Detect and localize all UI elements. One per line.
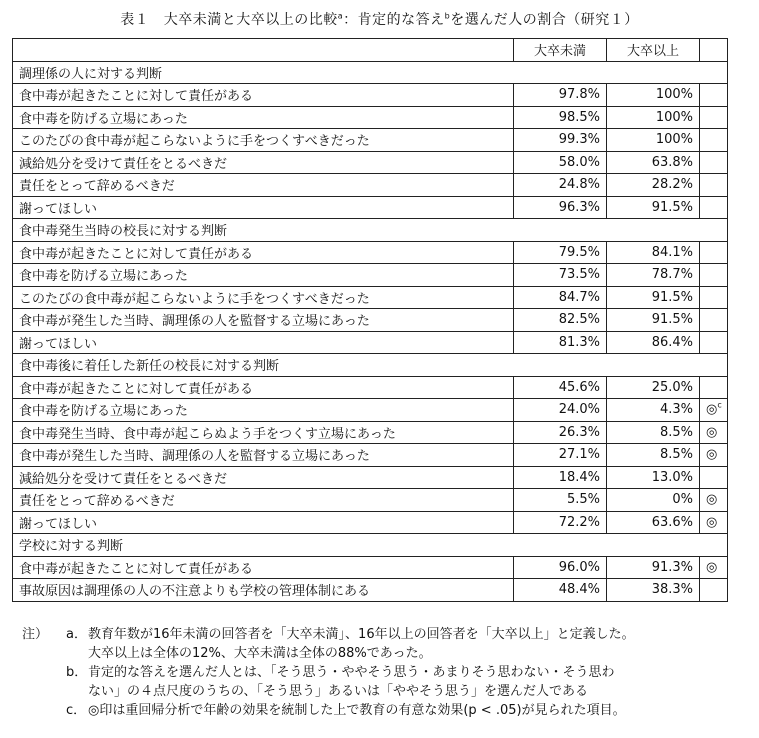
significance-cell <box>700 399 728 422</box>
value-below-college: 26.3% <box>514 421 607 444</box>
footnote-item <box>22 625 752 644</box>
value-college-or-above: 25.0% <box>607 376 700 399</box>
footnote-text: ◎印は重回帰分析で年齢の効果を統制した上で教育の有意な効果(p < .05)が見られた項目。 <box>88 703 626 718</box>
table-row <box>13 511 728 534</box>
table-row <box>13 444 728 467</box>
value-college-or-above: 13.0% <box>607 466 700 489</box>
footnote-item <box>22 701 752 720</box>
significance-mark: ◎ <box>706 447 718 463</box>
footnote-continuation: ない」の４点尺度のうちの、「そう思う」あるいは「ややそう思う」を選んだ人である <box>88 684 588 699</box>
significance-cell <box>700 421 728 444</box>
row-label: 食中毒を防げる立場にあった <box>13 106 514 129</box>
significance-mark-sup: c <box>717 400 722 410</box>
row-label: 減給処分を受けて責任をとるべきだ <box>13 466 514 489</box>
value-college-or-above: 91.5% <box>607 286 700 309</box>
value-below-college: 84.7% <box>514 286 607 309</box>
row-label: 謝ってほしい <box>13 196 514 219</box>
title-sup-a: a <box>337 11 344 21</box>
value-below-college: 45.6% <box>514 376 607 399</box>
value-college-or-above: 100% <box>607 106 700 129</box>
row-label: 謝ってほしい <box>13 331 514 354</box>
table-row <box>13 241 728 264</box>
significance-cell <box>700 151 728 174</box>
significance-mark: ◎ <box>706 402 718 418</box>
value-college-or-above: 78.7% <box>607 264 700 287</box>
value-below-college: 27.1% <box>514 444 607 467</box>
section-title: 調理係の人に対する判断 <box>13 61 728 84</box>
significance-cell <box>700 264 728 287</box>
value-college-or-above: 100% <box>607 129 700 152</box>
value-college-or-above: 38.3% <box>607 579 700 602</box>
significance-cell <box>700 309 728 332</box>
value-below-college: 24.8% <box>514 174 607 197</box>
section-row <box>13 61 728 84</box>
column-header: 大卒以上 <box>607 39 700 62</box>
value-college-or-above: 91.5% <box>607 309 700 332</box>
header-mark-blank <box>700 39 728 62</box>
value-below-college: 24.0% <box>514 399 607 422</box>
significance-cell <box>700 241 728 264</box>
value-below-college: 73.5% <box>514 264 607 287</box>
value-below-college: 79.5% <box>514 241 607 264</box>
table-row <box>13 286 728 309</box>
significance-cell <box>700 579 728 602</box>
section-row <box>13 219 728 242</box>
row-label: このたびの食中毒が起こらないように手をつくすべきだった <box>13 286 514 309</box>
significance-cell <box>700 286 728 309</box>
section-title: 食中毒後に着任した新任の校長に対する判断 <box>13 354 728 377</box>
row-label: 食中毒が起きたことに対して責任がある <box>13 84 514 107</box>
significance-mark: ◎ <box>706 559 718 575</box>
value-college-or-above: 8.5% <box>607 444 700 467</box>
row-label: 謝ってほしい <box>13 511 514 534</box>
section-title: 学校に対する判断 <box>13 534 728 557</box>
significance-cell <box>700 129 728 152</box>
header-blank <box>13 39 514 62</box>
table-row <box>13 264 728 287</box>
significance-mark: ◎ <box>706 514 718 530</box>
table-row <box>13 309 728 332</box>
significance-cell <box>700 556 728 579</box>
value-college-or-above: 8.5% <box>607 421 700 444</box>
significance-cell <box>700 106 728 129</box>
title-mid: ：肯定的な答え <box>343 12 445 28</box>
table-row <box>13 466 728 489</box>
value-college-or-above: 4.3% <box>607 399 700 422</box>
footnotes <box>22 625 752 720</box>
value-college-or-above: 0% <box>607 489 700 512</box>
footnote-key: b． <box>66 665 88 680</box>
footnote-text: 教育年数が16年未満の回答者を「大卒未満」、16年以上の回答者を「大卒以上」と定義した。 <box>88 627 635 642</box>
section-row <box>13 534 728 557</box>
value-below-college: 82.5% <box>514 309 607 332</box>
value-below-college: 58.0% <box>514 151 607 174</box>
title-sup-b: b <box>444 11 451 21</box>
row-label: 食中毒が発生した当時、調理係の人を監督する立場にあった <box>13 444 514 467</box>
value-below-college: 72.2% <box>514 511 607 534</box>
header-row <box>13 39 728 62</box>
significance-mark: ◎ <box>706 424 718 440</box>
value-below-college: 81.3% <box>514 331 607 354</box>
significance-cell <box>700 511 728 534</box>
value-below-college: 97.8% <box>514 84 607 107</box>
row-label: このたびの食中毒が起こらないように手をつくすべきだった <box>13 129 514 152</box>
footnote-key: a． <box>66 627 87 642</box>
footnote-lead: 注） <box>22 627 49 642</box>
footnote-text: 肯定的な答えを選んだ人とは、「そう思う・ややそう思う・あまりそう思わない・そう思わ <box>88 665 615 680</box>
value-below-college: 5.5% <box>514 489 607 512</box>
significance-cell <box>700 84 728 107</box>
table-row <box>13 151 728 174</box>
significance-cell <box>700 331 728 354</box>
table-row <box>13 376 728 399</box>
table-row <box>13 421 728 444</box>
section-title: 食中毒発生当時の校長に対する判断 <box>13 219 728 242</box>
significance-cell <box>700 489 728 512</box>
value-college-or-above: 28.2% <box>607 174 700 197</box>
row-label: 食中毒を防げる立場にあった <box>13 264 514 287</box>
value-below-college: 99.3% <box>514 129 607 152</box>
table-row <box>13 399 728 422</box>
row-label: 食中毒が起きたことに対して責任がある <box>13 241 514 264</box>
value-below-college: 48.4% <box>514 579 607 602</box>
row-label: 責任をとって辞めるべきだ <box>13 489 514 512</box>
value-below-college: 98.5% <box>514 106 607 129</box>
row-label: 食中毒が起きたことに対して責任がある <box>13 556 514 579</box>
value-college-or-above: 100% <box>607 84 700 107</box>
row-label: 食中毒が起きたことに対して責任がある <box>13 376 514 399</box>
footnote-continuation: 大卒以上は全体の12%、大卒未満は全体の88%であった。 <box>88 646 432 661</box>
row-label: 減給処分を受けて責任をとるべきだ <box>13 151 514 174</box>
value-college-or-above: 63.6% <box>607 511 700 534</box>
significance-cell <box>700 466 728 489</box>
comparison-table <box>12 38 728 602</box>
table-title <box>0 9 759 29</box>
table-row <box>13 579 728 602</box>
table-row <box>13 331 728 354</box>
table-row <box>13 489 728 512</box>
significance-cell <box>700 376 728 399</box>
table-row <box>13 174 728 197</box>
row-label: 食中毒発生当時、食中毒が起こらぬよう手をつくす立場にあった <box>13 421 514 444</box>
footnote-item <box>22 663 752 682</box>
row-label: 食中毒が発生した当時、調理係の人を監督する立場にあった <box>13 309 514 332</box>
value-college-or-above: 63.8% <box>607 151 700 174</box>
section-row <box>13 354 728 377</box>
table-row <box>13 556 728 579</box>
table-row <box>13 129 728 152</box>
table-row <box>13 84 728 107</box>
footnote-key: c． <box>66 703 87 718</box>
value-below-college: 18.4% <box>514 466 607 489</box>
value-college-or-above: 86.4% <box>607 331 700 354</box>
column-header: 大卒未満 <box>514 39 607 62</box>
table-row <box>13 196 728 219</box>
row-label: 食中毒を防げる立場にあった <box>13 399 514 422</box>
significance-mark: ◎ <box>706 492 718 508</box>
title-main: 表１ 大卒未満と大卒以上の比較 <box>120 12 338 28</box>
table-row <box>13 106 728 129</box>
value-college-or-above: 91.5% <box>607 196 700 219</box>
significance-cell <box>700 174 728 197</box>
value-college-or-above: 84.1% <box>607 241 700 264</box>
significance-cell <box>700 444 728 467</box>
row-label: 責任をとって辞めるべきだ <box>13 174 514 197</box>
value-below-college: 96.3% <box>514 196 607 219</box>
value-college-or-above: 91.3% <box>607 556 700 579</box>
value-below-college: 96.0% <box>514 556 607 579</box>
title-tail: を選んだ人の割合（研究１） <box>450 12 639 28</box>
significance-cell <box>700 196 728 219</box>
row-label: 事故原因は調理係の人の不注意よりも学校の管理体制にある <box>13 579 514 602</box>
